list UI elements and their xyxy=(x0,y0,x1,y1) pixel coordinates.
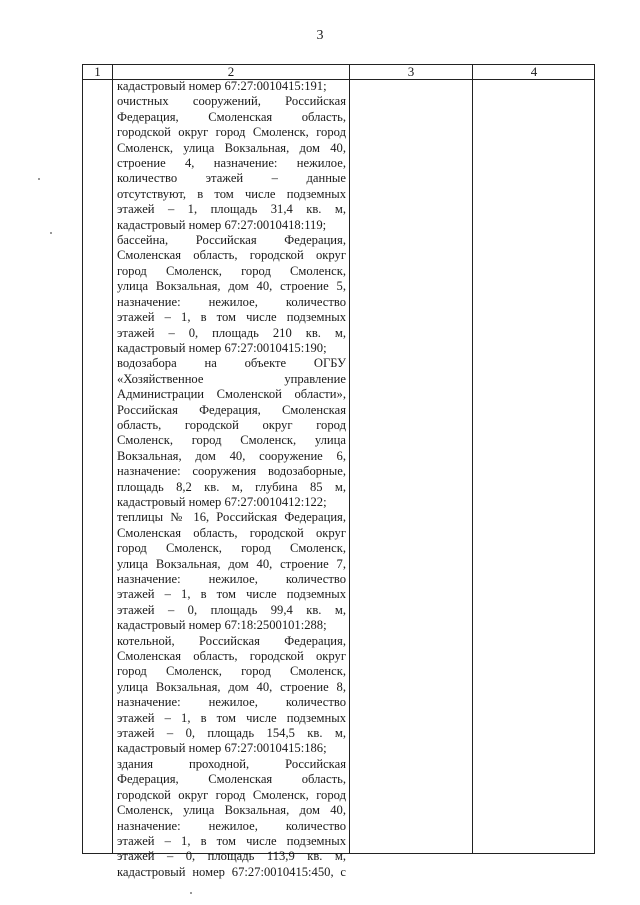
text-line: Смоленская область, городской округ xyxy=(117,649,346,664)
text-line: этажей – 0, площадь 154,5 кв. м, xyxy=(117,726,346,741)
text-line: Смоленск, город Смоленск, улица xyxy=(117,433,346,448)
text-line: городской округ город Смоленск, город xyxy=(117,125,346,140)
text-line: «Хозяйственное управление xyxy=(117,371,346,386)
column-header-2: 2 xyxy=(227,64,235,79)
text-line: область, городской округ город xyxy=(117,417,346,432)
text-line: этажей – 1, в том числе подземных xyxy=(117,710,346,725)
text-line: этажей – 0, площадь 210 кв. м, xyxy=(117,325,346,340)
text-line: здания проходной, Российская xyxy=(117,756,346,771)
text-line: Российская Федерация, Смоленская xyxy=(117,402,346,417)
text-line: назначение: нежилое, количество xyxy=(117,695,346,710)
column-header-4: 4 xyxy=(530,64,538,79)
document-table xyxy=(82,64,595,879)
text-line: назначение: сооружения водозаборные, xyxy=(117,464,346,479)
text-line: бассейна, Российская Федерация, xyxy=(117,233,346,248)
text-line: кадастровый номер 67:27:0010415:191; xyxy=(117,79,327,93)
text-line: очистных сооружений, Российская xyxy=(117,94,346,109)
text-line: этажей – 1, в том числе подземных xyxy=(117,587,346,602)
text-line: город Смоленск, город Смоленск, xyxy=(117,664,346,679)
column-2-text xyxy=(117,79,346,880)
text-line: площадь 8,2 кв. м, глубина 85 м, xyxy=(117,479,346,494)
scan-speck xyxy=(50,232,52,234)
text-line: Смоленск, улица Вокзальная, дом 40, xyxy=(117,803,346,818)
text-line: этажей – 0, площадь 113,9 кв. м, xyxy=(117,849,346,864)
column-divider xyxy=(112,65,113,853)
text-line: теплицы № 16, Российская Федерация, xyxy=(117,510,346,525)
text-line: этажей – 1, площадь 31,4 кв. м, xyxy=(117,202,346,217)
text-line: этажей – 1, в том числе подземных xyxy=(117,310,346,325)
text-line: кадастровый номер 67:18:2500101:288; xyxy=(117,618,327,633)
text-line: Федерация, Смоленская область, xyxy=(117,109,346,124)
column-divider xyxy=(349,65,350,853)
text-line: котельной, Российская Федерация, xyxy=(117,633,346,648)
text-line: строение 4, назначение: нежилое, xyxy=(117,156,346,171)
text-line: кадастровый номер 67:27:0010412:122; xyxy=(117,494,327,509)
column-header-3: 3 xyxy=(407,64,415,79)
text-line: отсутствуют, в том числе подземных xyxy=(117,186,346,201)
text-line: количество этажей – данные xyxy=(117,171,346,186)
text-line: город Смоленск, город Смоленск, xyxy=(117,541,346,556)
scan-speck xyxy=(190,892,192,894)
text-line: Федерация, Смоленская область, xyxy=(117,772,346,787)
text-line: назначение: нежилое, количество xyxy=(117,572,346,586)
text-line: Смоленская область, городской округ xyxy=(117,525,346,540)
text-line: улица Вокзальная, дом 40, строение 8, xyxy=(117,679,346,694)
text-line: назначение: нежилое, количество xyxy=(117,818,346,833)
text-line: водозабора на объекте ОГБУ xyxy=(117,356,346,371)
page-number: 3 xyxy=(316,28,324,43)
text-line: Смоленск, улица Вокзальная, дом 40, xyxy=(117,140,346,155)
text-line: кадастровый номер 67:27:0010418:119; xyxy=(117,217,327,232)
text-line: Администрации Смоленской области», xyxy=(117,387,346,402)
text-line: улица Вокзальная, дом 40, строение 7, xyxy=(117,556,346,571)
text-line: Вокзальная, дом 40, сооружение 6, xyxy=(117,448,346,463)
text-line: городской округ город Смоленск, город xyxy=(117,787,346,802)
text-line: этажей – 1, в том числе подземных xyxy=(117,833,346,848)
column-header-1: 1 xyxy=(94,64,101,79)
text-line: этажей – 0, площадь 99,4 кв. м, xyxy=(117,602,346,617)
column-divider xyxy=(472,65,473,853)
text-line: кадастровый номер 67:27:0010415:186; xyxy=(117,741,327,756)
text-line: кадастровый номер 67:27:0010415:450, с xyxy=(117,864,346,879)
text-line: улица Вокзальная, дом 40, строение 5, xyxy=(117,279,346,294)
text-line: кадастровый номер 67:27:0010415:190; xyxy=(117,340,327,355)
scan-speck xyxy=(38,178,40,180)
text-line: назначение: нежилое, количество xyxy=(117,294,346,309)
text-line: Смоленская область, городской округ xyxy=(117,248,346,263)
text-line: город Смоленск, город Смоленск, xyxy=(117,263,346,278)
